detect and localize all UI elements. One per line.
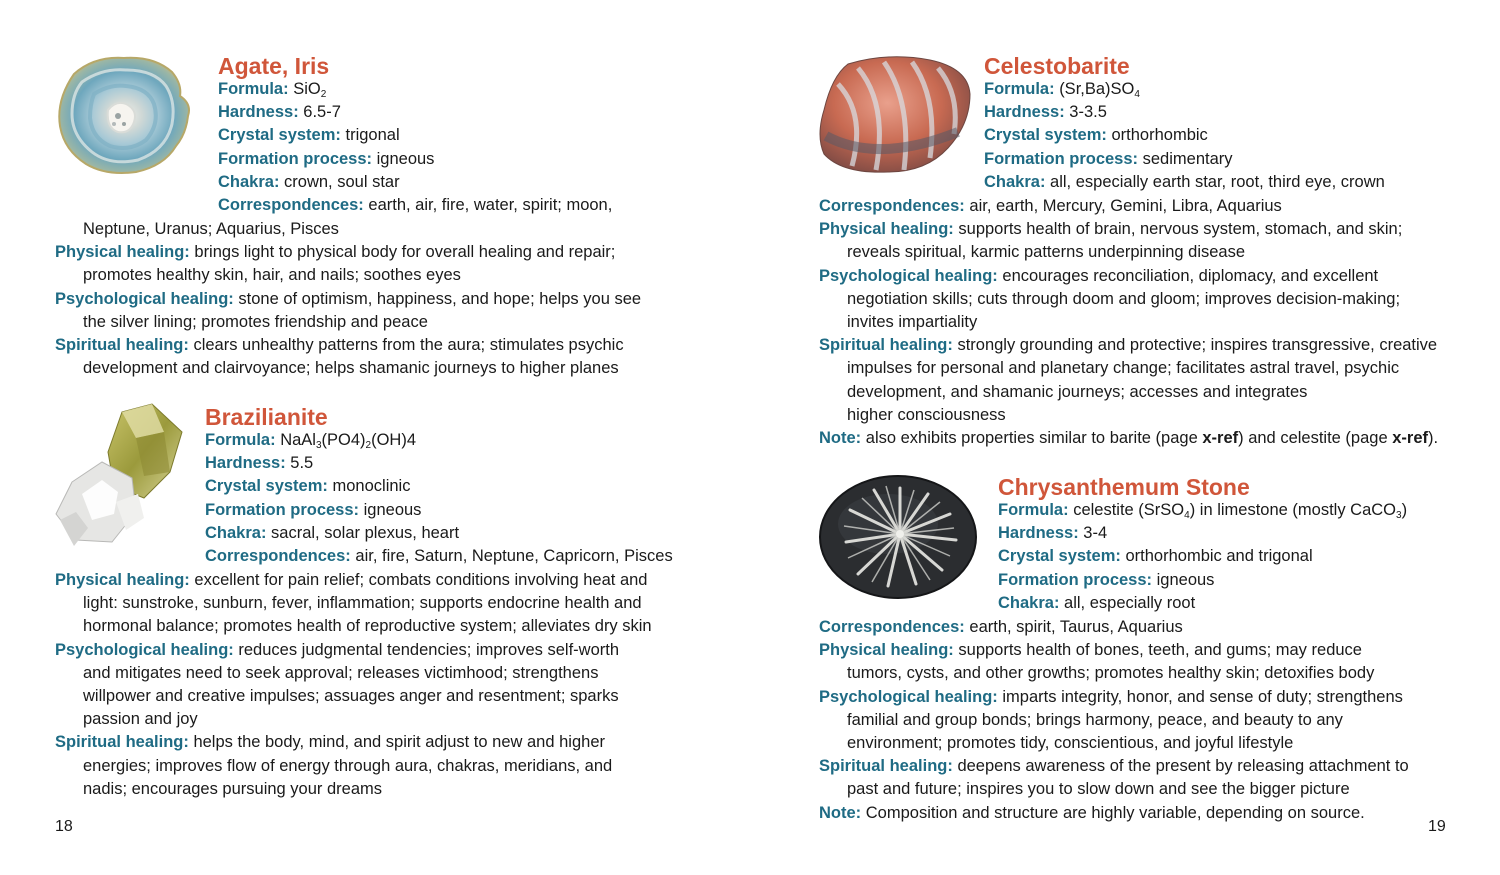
page-number-right: 19 xyxy=(1428,818,1446,835)
celestobarite-image xyxy=(818,54,972,176)
agate-iris-image xyxy=(54,54,194,176)
chrysanthemum-stone-body: Correspondences: earth, spirit, Taurus, Aquarius Physical healing: supports health of bones, teeth, and gums; may reduce tumors, cysts, and other growths; promotes healthy skin; detoxifies body Psychological healing: imparts integrity, honor, and sense of duty; strengthens familial and group bonds; brings harmony, peace, and beauty to any environment; promotes tidy, conscientious, and joyful lifestyle Spiritual healing: deepens awareness of the present by releasing attachment to past and future; inspires you to slow down and see the bigger picture Note: Composition and structure are highly variable, depending on source. xyxy=(819,618,1409,822)
chrysanthemum-stone-image xyxy=(818,474,978,600)
chrysanthemum-stone-header: Chrysanthemum Stone Formula: celestite (SrSO$_4$) in limestone (mostly CaCO$_3$) Hardness: 3-4 Crystal system: orthorhombic and trigonal Formation process: igneous Chakra: all, especially root xyxy=(998,474,1408,612)
entry-title: Celestobarite xyxy=(984,53,1130,79)
xref-link[interactable]: x-ref xyxy=(1202,429,1239,448)
celestobarite-header: Celestobarite Formula: $(Sr,Ba)SO_4$ Hardness: 3-3.5 Crystal system: orthorhombic Formation process: sedimentary Chakra: all, especially earth star, root, third eye, crown xyxy=(984,53,1385,191)
entry-title: Brazilianite xyxy=(205,404,328,430)
xref-link[interactable]: x-ref xyxy=(1392,429,1428,448)
agate-iris-body: Neptune, Uranus; Aquarius, Pisces Physical healing: brings light to physical body for overall healing and repair; promotes healthy skin, hair, and nails; soothes eyes Psychological healing: stone of optimism, happiness, and hope; helps you see the silver lining; promotes friendship and peace Spiritual healing: clears unhealthy patterns from the aura; stimulates psychic development and clairvoyance; helps shamanic journeys to higher planes xyxy=(55,220,642,378)
brazilianite-header: Brazilianite Formula: $NaAl_3(PO4)_2(OH)4$ Hardness: 5.5 Crystal system: monoclinic Formation process: igneous Chakra: sacral, solar plexus, heart Correspondences: air, fire, Saturn, Neptune, Capricorn, Pisces xyxy=(205,404,673,566)
brazilianite-body: Physical healing: excellent for pain relief; combats conditions involving heat and light: sunstroke, sunburn, fever, inflammation; supports endocrine health and hormonal balance; promotes health of reproductive system; alleviates dry skin Psychological healing: reduces judgmental tendencies; improves self-worth and mitigates need to seek approval; releases victimhood; strengthens willpower and creative impulses; assuages anger and resentment; sparks passion and joy Spiritual healing: helps the body, mind, and spirit adjust to new and higher energies; improves flow of energy through aura, chakras, meridians, and nadis; encourages pursuing your dreams xyxy=(55,571,652,798)
celestobarite-body: Correspondences: air, earth, Mercury, Gemini, Libra, Aquarius Physical healing: supports health of brain, nervous system, stomach, and skin; reveals spiritual, karmic patterns underpinning disease Psychological healing: encourages reconciliation, diplomacy, and excellent negotiation skills; cuts through doom and gloom; improves decision-making; invites impartiality Spiritual healing: strongly grounding and protective; inspires transgressive, creative impulses for personal and planetary change; facilitates astral travel, psychic development, and shamanic journeys; accesses and integrates higher consciousness Note: also exhibits properties similar to barite (page x-ref) and celestite (page x-ref). xyxy=(819,197,1439,448)
page-number-left: 18 xyxy=(55,818,73,835)
brazilianite-image xyxy=(52,402,186,552)
agate-iris-header: Agate, Iris Formula: SiO$_2$ Hardness: 6.5-7 Crystal system: trigonal Formation process: igneous Chakra: crown, soul star Correspondences: earth, air, fire, water, spirit; moon, xyxy=(218,53,613,215)
entry-title: Chrysanthemum Stone xyxy=(998,474,1250,500)
entry-title: Agate, Iris xyxy=(218,53,330,79)
